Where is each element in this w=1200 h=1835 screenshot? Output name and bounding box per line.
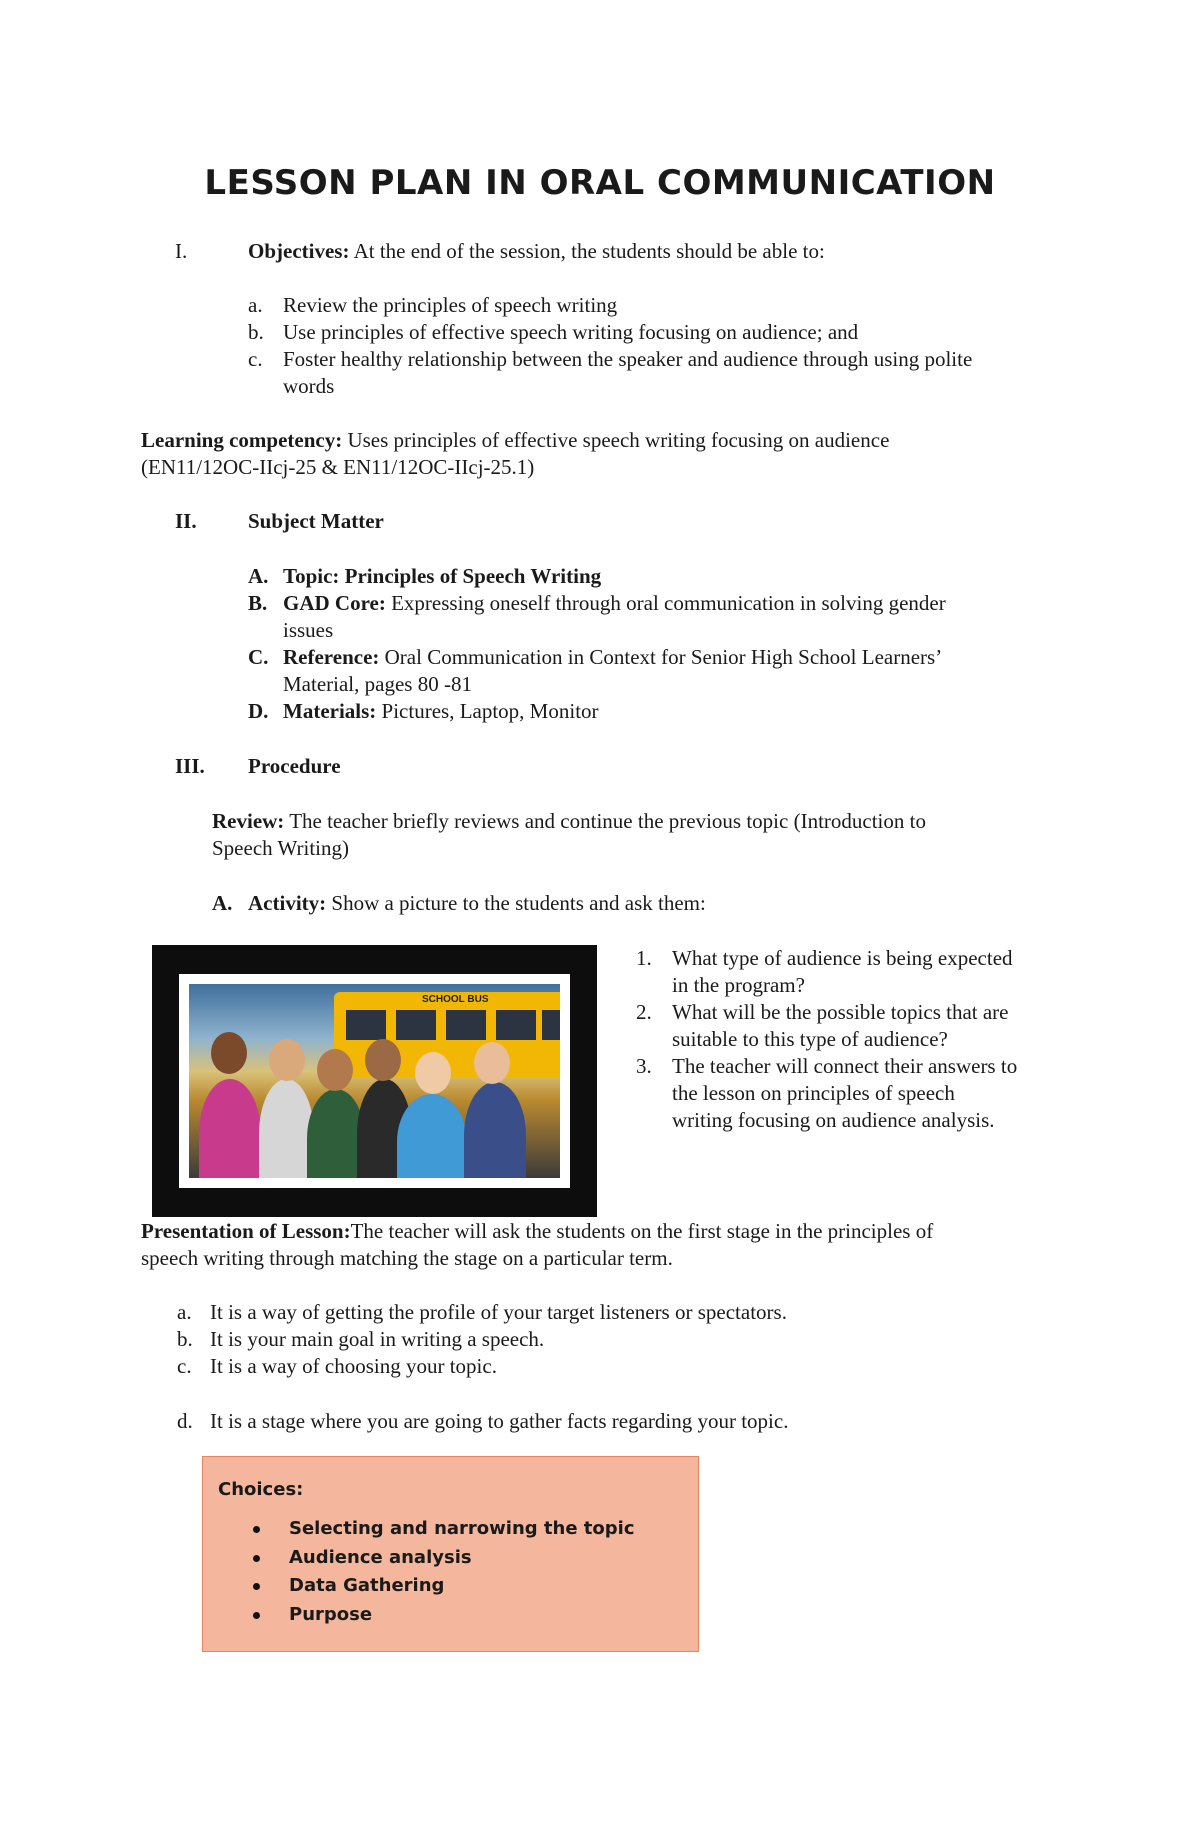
- students-in-front-of-school-bus-photo: [189, 984, 560, 1178]
- bus-sign: SCHOOL BUS: [422, 994, 489, 1005]
- objectives-numeral: I.: [175, 239, 188, 263]
- objective-item-marker: b.: [248, 320, 264, 344]
- students-photo-frame: [152, 945, 597, 1217]
- student-head: [365, 1039, 401, 1081]
- competency-label: Learning competency:: [141, 428, 343, 452]
- reference-label: Reference:: [283, 645, 380, 669]
- presentation-item-text: It is a way of getting the profile of your target listeners or spectators.: [210, 1300, 787, 1324]
- bus-window: [542, 1010, 560, 1040]
- review-label: Review:: [212, 809, 285, 833]
- student-head: [317, 1049, 353, 1091]
- student-head: [415, 1052, 451, 1094]
- student-figure: [464, 1082, 526, 1178]
- competency-codes: (EN11/12OC-IIcj-25 & EN11/12OC-IIcj-25.1): [141, 455, 535, 479]
- subject-heading: Subject Matter: [248, 509, 384, 533]
- presentation-text-continued: speech writing through matching the stage on a particular term.: [141, 1246, 673, 1270]
- objectives-heading: [248, 238, 825, 265]
- activity-text: Show a picture to the students and ask them:: [331, 891, 706, 915]
- gad-core-text: Expressing oneself through oral communication in solving gender: [391, 591, 946, 615]
- question-marker: 3.: [636, 1054, 652, 1078]
- photo-mat: [179, 974, 570, 1188]
- objective-item-text-continued: words: [283, 374, 335, 398]
- subject-topic: Topic: Principles of Speech Writing: [283, 564, 602, 588]
- question-marker: 1.: [636, 946, 652, 970]
- choice-item: Data Gathering: [203, 1572, 635, 1601]
- presentation-item-marker: a.: [177, 1300, 192, 1324]
- subject-item-marker: D.: [248, 699, 269, 723]
- subject-reference: [283, 644, 942, 671]
- presentation-label: Presentation of Lesson:: [141, 1219, 351, 1243]
- materials-label: Materials:: [283, 699, 377, 723]
- presentation-item-marker: c.: [177, 1354, 192, 1378]
- subject-materials: [283, 698, 599, 725]
- objectives-label: Objectives:: [248, 239, 350, 263]
- activity-marker: A.: [212, 891, 233, 915]
- question-text-continued: in the program?: [672, 973, 805, 997]
- gad-core-label: GAD Core:: [283, 591, 386, 615]
- question-text: The teacher will connect their answers to: [672, 1054, 1018, 1078]
- bus-window: [396, 1010, 436, 1040]
- question-text-continued: suitable to this type of audience?: [672, 1027, 948, 1051]
- choice-item: Selecting and narrowing the topic: [203, 1515, 635, 1544]
- review-paragraph: [212, 808, 926, 835]
- subject-numeral: II.: [175, 509, 197, 533]
- student-head: [269, 1039, 305, 1081]
- presentation-item-text: It is a stage where you are going to gather facts regarding your topic.: [210, 1409, 789, 1433]
- presentation-item-text: It is your main goal in writing a speech.: [210, 1327, 545, 1351]
- review-text: The teacher briefly reviews and continue the previous topic (Introduction to: [289, 809, 926, 833]
- presentation-item-marker: d.: [177, 1409, 193, 1433]
- presentation-item-marker: b.: [177, 1327, 193, 1351]
- choice-item: Purpose: [203, 1601, 635, 1630]
- subject-item-marker: C.: [248, 645, 269, 669]
- question-text: What type of audience is being expected: [672, 946, 1013, 970]
- bus-window: [346, 1010, 386, 1040]
- objective-item-text: Use principles of effective speech writing focusing on audience; and: [283, 320, 859, 344]
- question-marker: 2.: [636, 1000, 652, 1024]
- objectives-intro: At the end of the session, the students should be able to:: [353, 239, 825, 263]
- objective-item-marker: a.: [248, 293, 263, 317]
- review-text-continued: Speech Writing): [212, 836, 349, 860]
- choice-item: Audience analysis: [203, 1544, 635, 1573]
- student-head: [474, 1042, 510, 1084]
- question-text: What will be the possible topics that are: [672, 1000, 1009, 1024]
- gad-core-text-continued: issues: [283, 618, 334, 642]
- presentation-text: The teacher will ask the students on the first stage in the principles of: [350, 1219, 934, 1243]
- activity-paragraph: [248, 890, 706, 917]
- presentation-paragraph: [141, 1218, 933, 1245]
- reference-text-continued: Material, pages 80 -81: [283, 672, 472, 696]
- student-figure: [259, 1079, 314, 1178]
- presentation-item-text: It is a way of choosing your topic.: [210, 1354, 497, 1378]
- objective-item-text: Foster healthy relationship between the speaker and audience through using polite: [283, 347, 973, 371]
- learning-competency: [141, 427, 889, 454]
- materials-text: Pictures, Laptop, Monitor: [381, 699, 599, 723]
- subject-item-marker: B.: [248, 591, 268, 615]
- subject-item-marker: A.: [248, 564, 269, 588]
- question-text-continued: the lesson on principles of speech: [672, 1081, 955, 1105]
- student-head: [211, 1032, 247, 1074]
- student-figure: [397, 1094, 467, 1178]
- subject-gad-core: [283, 590, 946, 617]
- reference-text: Oral Communication in Context for Senior High School Learners’: [384, 645, 943, 669]
- procedure-heading: Procedure: [248, 754, 341, 778]
- question-text-continued: writing focusing on audience analysis.: [672, 1108, 995, 1132]
- choices-title: Choices:: [218, 1479, 304, 1500]
- objective-item-marker: c.: [248, 347, 263, 371]
- objective-item-text: Review the principles of speech writing: [283, 293, 618, 317]
- bus-window: [496, 1010, 536, 1040]
- activity-label: Activity:: [248, 891, 327, 915]
- choices-box: [202, 1456, 699, 1652]
- student-figure: [199, 1079, 261, 1178]
- competency-text: Uses principles of effective speech writing focusing on audience: [347, 428, 890, 452]
- procedure-numeral: III.: [175, 754, 205, 778]
- choices-list: [203, 1515, 635, 1629]
- bus-window: [446, 1010, 486, 1040]
- page-title: LESSON PLAN IN ORAL COMMUNICATION: [204, 163, 996, 203]
